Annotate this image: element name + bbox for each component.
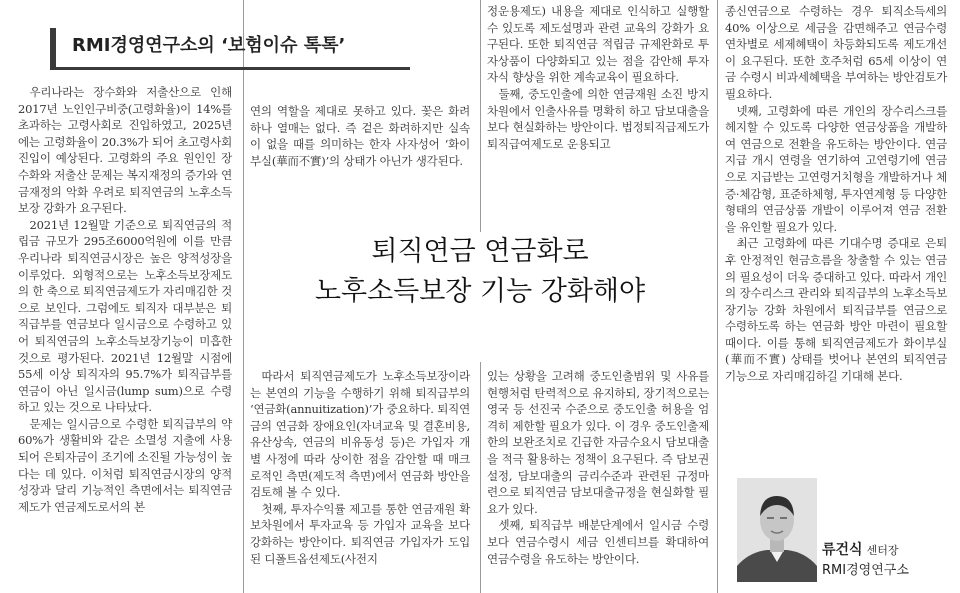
article-column-3-bottom: [487, 368, 709, 567]
paragraph: 종신연금으로 수령하는 경우 퇴직소득세의 40% 이상으로 세금을 감면해주고 연금수령 연차별로 세제혜택이 차등화되도록 제도개선이 요구된다. 또한 호주처럼 65세 이상이 연금 수령시 비과세혜택을 부여하는 방안검토가 필요하다.: [725, 4, 947, 101]
headline: [250, 232, 710, 312]
author-line: [822, 540, 952, 561]
byline: [822, 540, 952, 581]
paragraph: 연의 역할을 제대로 못하고 있다. 꽃은 화려하나 열매는 없다. 즉 겉은 화려하지만 실속이 없을 때를 의미하는 한자 사자성어 ‘화이부실(華而不實)’의 상태가 아닌가 생각된다.: [250, 104, 470, 168]
column-divider-3: [480, 362, 481, 593]
paragraph: 셋째, 퇴직급부 배분단계에서 일시금 수령보다 연금수령시 세금 인센티브를 확대하여 연금수령을 유도하는 방안이다.: [487, 518, 709, 566]
article-column-3-top: [487, 3, 709, 152]
article-column-4: [725, 3, 947, 385]
paragraph: 따라서 퇴직연금제도가 노후소득보장이라는 본연의 기능을 수행하기 위해 퇴직급부의 ‘연금화(annuitization)’가 중요하다. 퇴직연금의 연금화 장애요인(자녀교육 및 결혼비용, 유산상속, 연금의 비유동성 등)은 가입자 개별 사정에 따라 상이한 점을 감안할 때 매크로적인 측면(제도적 측면)에서 연금화 방안을 검토해 볼 수 있다.: [250, 369, 470, 500]
author-organization: RMI경영연구소: [822, 563, 909, 578]
paragraph: 최근 고령화에 따른 기대수명 증대로 은퇴 후 안정적인 현금흐름을 창출할 수 있는 연금의 필요성이 더욱 증대하고 있다. 따라서 개인의 장수리스크 관리와 퇴직급부의 노후소득보장기능 강화 차원에서 퇴직급부를 연금으로 수령하도록 하는 연금화 방안 마련이 필요할 때이다. 이를 통해 퇴직연금제도가 화이부실(華而不實) 상태를 벗어나 본연의 퇴직연금 기능으로 자리매김하길 기대해 본다.: [725, 236, 947, 384]
headline-line-2: 노후소득보장 기능 강화해야: [314, 276, 646, 307]
author-title: 센터장: [866, 544, 899, 557]
paragraph: 넷째, 고령화에 따른 개인의 장수리스크를 헤지할 수 있도록 다양한 연금상품을 개발하여 연금으로 전환을 유도하는 방안이다. 연금지급 개시 연령을 연기하여 고연령기에 연금으로 지급받는 고연령거치형을 개발하거나 체증·체감형, 표준하체형, 투자연계형 등 다양한 형태의 연금상품 개발이 이루어져 연금 전환을 유인할 필요가 있다.: [725, 103, 947, 234]
column-divider-2: [480, 0, 481, 232]
column-divider-1: [243, 0, 244, 593]
headline-line-1: 퇴직연금 연금화로: [371, 236, 589, 267]
paragraph: 있는 상황을 고려해 중도인출범위 및 사유를 현행처럼 탄력적으로 유지하되, 장기적으로는 영국 등 선진국 수준으로 중도인출 허용을 엄격히 제한할 필요가 있다. 이 경우 중도인출제한의 보완조치로 긴급한 자금수요시 담보대출을 적극 활용하는 정책이 요구된다. 즉 담보권 설정, 담보대출의 금리수준과 관련된 규정마련으로 퇴직연금 담보대출규정을 현실화할 필요가 있다.: [487, 369, 709, 516]
article-column-2-top: [250, 103, 470, 169]
section-header: RMI경영연구소의 ‘보험이슈 톡톡’: [50, 28, 410, 70]
author-name: 류건식: [822, 542, 863, 558]
paragraph: 우리나라는 장수화와 저출산으로 인해 2017년 노인인구비중(고령화율)이 14%를 초과하는 고령사회로 진입하였고, 2025년에는 고령화율이 20.3%가 되어 초고령사회 진입이 예상된다. 고령화의 주요 원인인 장수화와 저출산 문제는 복지재정의 증가와 연금재정의 악화 우려로 퇴직연금의 노후소득보장 강화가 요구된다.: [18, 85, 232, 216]
author-photo: [737, 478, 817, 582]
paragraph: 첫째, 투자수익률 제고를 통한 연금재원 확보차원에서 투자교육 등 가입자 교육을 보다 강화하는 방안이다. 퇴직연금 가입자가 도입된 디폴트옵션제도(사전지: [250, 501, 470, 566]
paragraph: 2021년 12월말 기준으로 퇴직연금의 적립금 규모가 295조6000억원에 이를 만큼 우리나라 퇴직연금시장은 높은 양적성장을 이루었다. 외형적으로는 노후소득보장제도의 한 축으로 퇴직연금제도가 자리매김한 것으로 보인다. 그럼에도 퇴직자 대부분은 퇴직급부를 연금보다 일시금으로 수령하고 있어 퇴직연금의 노후소득보장기능이 미흡한 것으로 평가된다. 2021년 12월말 시점에 55세 이상 퇴직자의 95.7%가 퇴직급부를 연금이 아닌 일시금(lump sum)으로 수령하고 있는 것으로 나타났다.: [18, 217, 232, 415]
author-portrait-icon: [737, 478, 817, 582]
paragraph: 정운용제도) 내용을 제대로 인식하고 실행할 수 있도록 제도설명과 관련 교육의 강화가 요구된다. 또한 퇴직연금 적립금 규제완화로 투자상품이 다양화되고 있는 점을 감안해 투자자식 향상을 위한 계속교육이 필요하다.: [487, 4, 709, 85]
article-column-2-bottom: [250, 368, 470, 567]
article-column-1: [18, 84, 232, 515]
column-divider-4: [717, 0, 718, 593]
paragraph: 문제는 일시금으로 수령한 퇴직급부의 약 60%가 생활비와 같은 소멸성 지출에 사용되어 은퇴자금이 조기에 소진될 가능성이 높다는 데 있다. 이처럼 퇴직연금시장의 양적 성장과 달리 기능적인 측면에서는 퇴직연금제도가 연금제도로서의 본: [18, 416, 232, 514]
paragraph: 둘째, 중도인출에 의한 연금재원 소진 방지차원에서 인출사유를 명확히 하고 담보대출을 보다 현실화하는 방안이다. 법정퇴직급제도가 퇴직급여제도로 운용되고: [487, 86, 709, 151]
